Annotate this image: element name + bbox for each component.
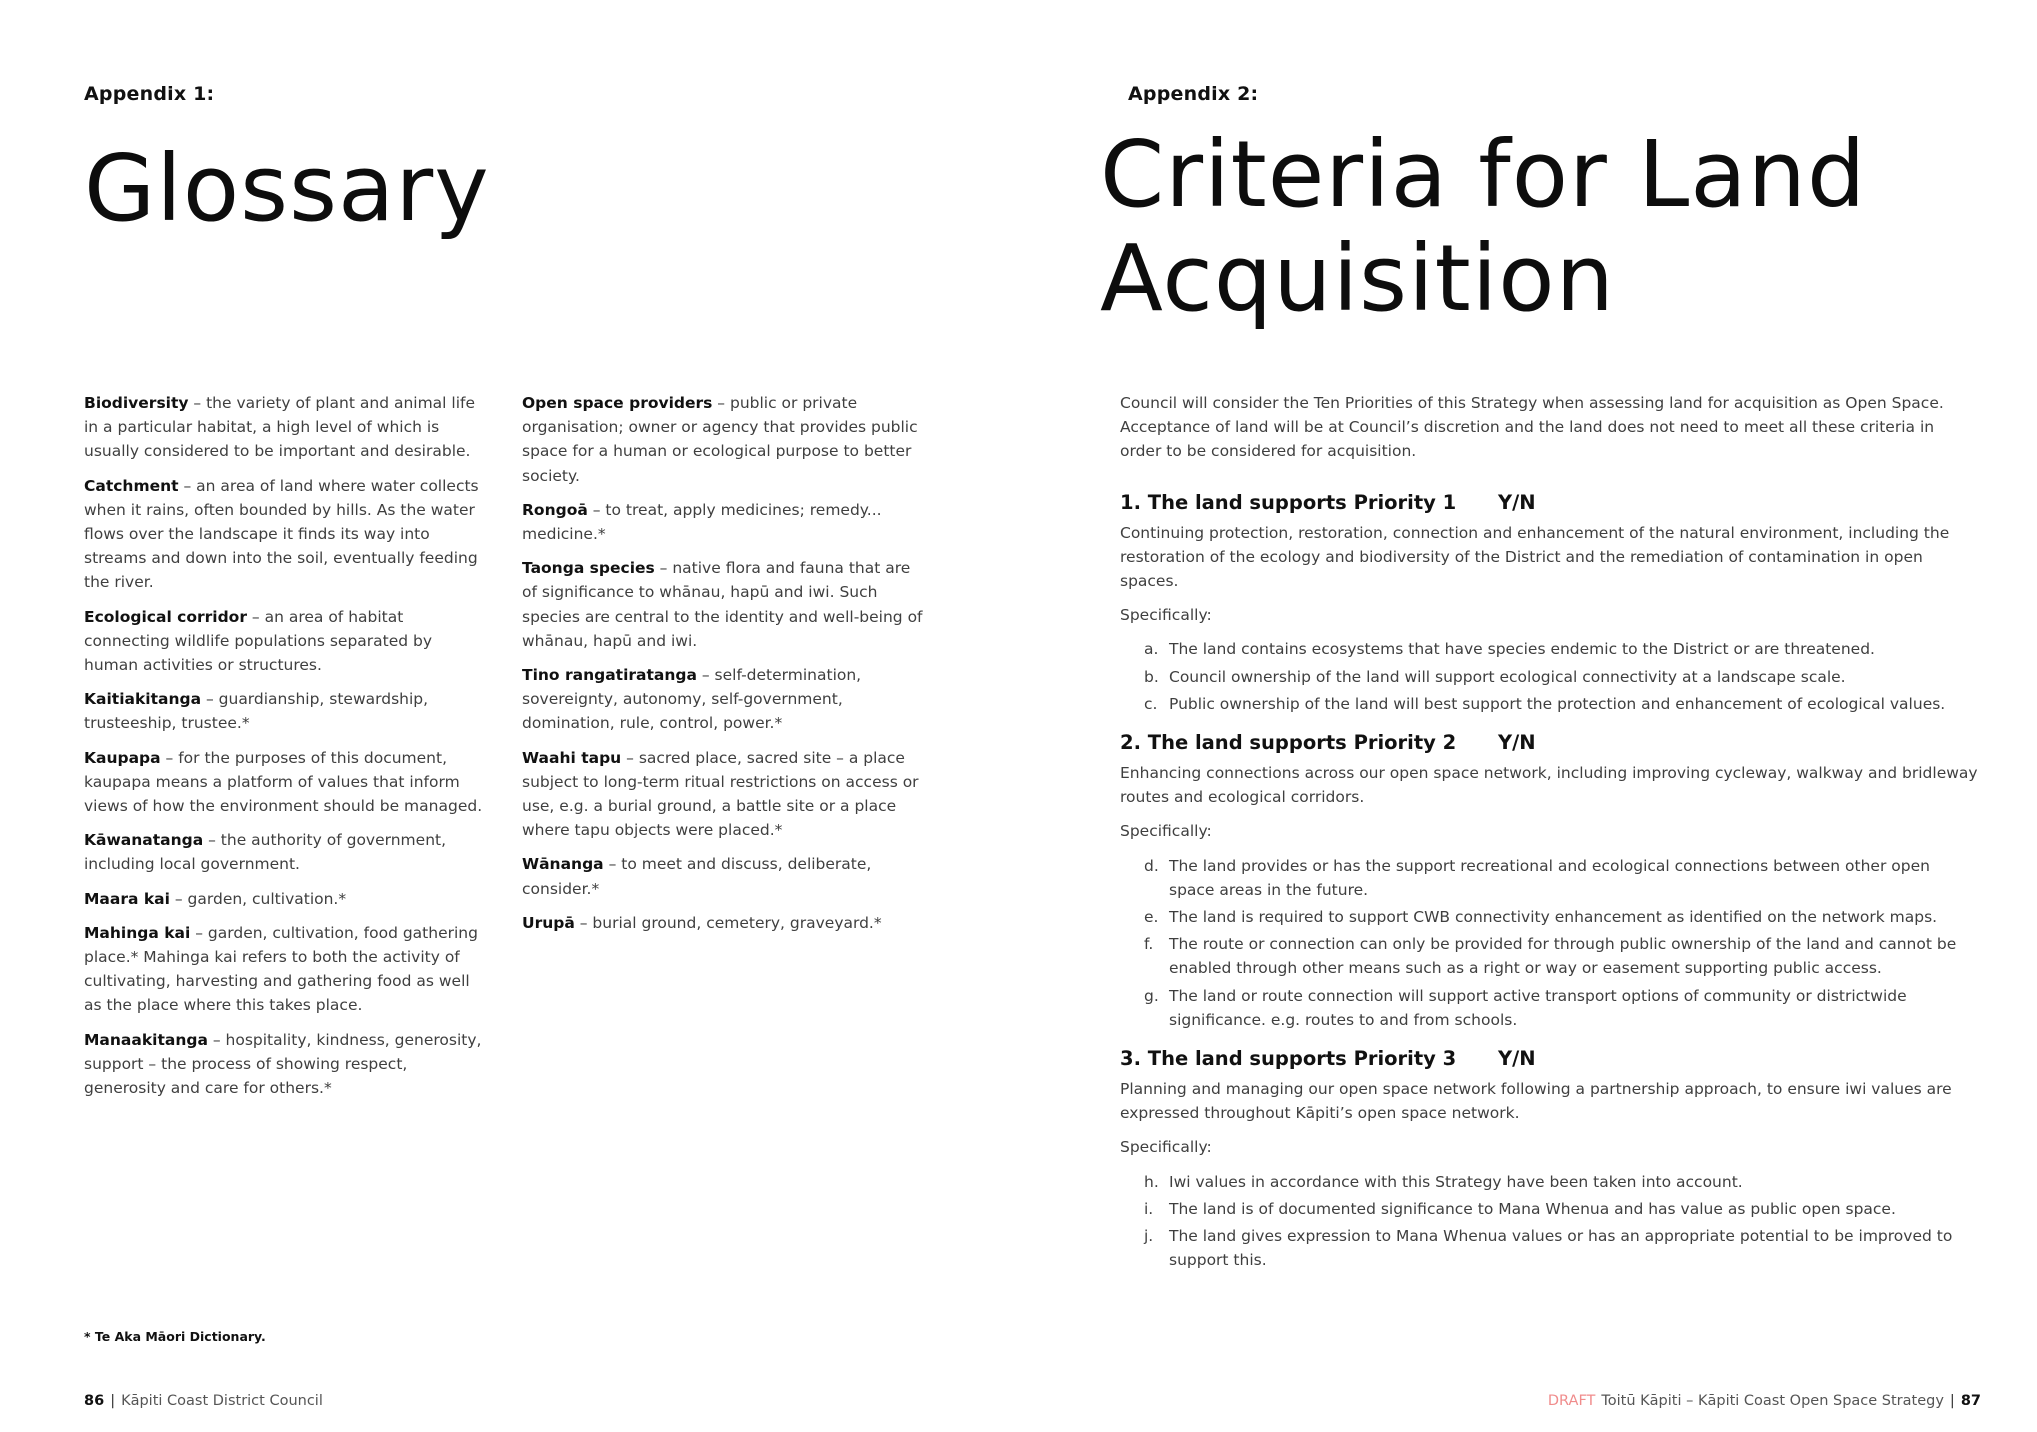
glossary-definition: – hospitality, kindness, generosity, support – the process of showing respect, generosity and care for others.* (84, 1030, 482, 1098)
glossary-column-2 (522, 391, 927, 945)
glossary-entry (522, 663, 927, 736)
priority-heading (1120, 490, 1980, 516)
page-title: Glossary (84, 135, 490, 242)
glossary-term: Catchment (84, 476, 179, 495)
glossary-definition: – self-determination, sovereignty, autonomy, self-government, domination, rule, control, power.* (522, 666, 862, 733)
glossary-entry (84, 828, 489, 876)
criteria-letter: e. (1144, 908, 1159, 927)
folio-text: Kāpiti Coast District Council (121, 1393, 323, 1409)
glossary-definition: – public or private organisation; owner or agency that provides public space for a human or ecological purpose to better society. (522, 394, 918, 485)
priority-title: 3. The land supports Priority 3 (1120, 1047, 1457, 1071)
glossary-entry (522, 391, 927, 488)
criteria-list (1120, 1170, 1980, 1273)
glossary-column-1 (84, 391, 489, 1110)
page-number: 86 (84, 1393, 105, 1409)
glossary-term: Urupā (522, 913, 575, 932)
glossary-entry (84, 687, 489, 735)
glossary-term: Kaupapa (84, 748, 161, 767)
priority-description: Enhancing connections across our open space network, including improving cycleway, walkway and bridleway routes and ecological corridors. (1120, 764, 1978, 807)
criteria-item (1120, 692, 1980, 716)
criteria-content (1120, 391, 1980, 1286)
criteria-item (1120, 932, 1980, 980)
glossary-term: Open space providers (522, 394, 713, 412)
draft-label: DRAFT (1547, 1393, 1596, 1409)
criteria-text: Public ownership of the land will best support the protection and enhancement of ecological values. (1169, 694, 1946, 713)
glossary-term: Biodiversity (84, 394, 189, 412)
criteria-item (1120, 1197, 1980, 1221)
criteria-letter: a. (1144, 640, 1159, 659)
criteria-text: The land or route connection will support active transport options of community or districtwide significance. e.g. routes to and from schools. (1169, 986, 1907, 1029)
criteria-list (1120, 637, 1980, 716)
specifically-label: Specifically: (1120, 606, 1212, 625)
title-line-2: Acquisition (1100, 225, 1615, 332)
page-title (1100, 123, 1866, 331)
glossary-term: Maara kai (84, 889, 170, 908)
right-page (1018, 0, 2037, 1432)
criteria-text: The land is of documented significance to Mana Whenua and has value as public open space. (1169, 1199, 1896, 1218)
page-folio (1548, 1393, 1981, 1409)
glossary-entry (84, 746, 489, 819)
glossary-definition: – an area of habitat connecting wildlife populations separated by human activities or structures. (84, 607, 433, 675)
glossary-term: Tino rangatiratanga (522, 666, 697, 685)
criteria-text: The land is required to support CWB connectivity enhancement as identified on the network maps. (1169, 908, 1938, 927)
criteria-text: The land contains ecosystems that have species endemic to the District or are threatened. (1169, 640, 1875, 659)
criteria-text: Council ownership of the land will support ecological connectivity at a landscape scale. (1169, 667, 1846, 686)
glossary-definition: – garden, cultivation.* (169, 889, 347, 908)
glossary-definition: – burial ground, cemetery, graveyard.* (574, 913, 882, 932)
glossary-entry (84, 605, 489, 678)
criteria-item (1120, 665, 1980, 689)
criteria-letter: i. (1144, 1199, 1154, 1218)
criteria-item (1120, 984, 1980, 1032)
criteria-text: Iwi values in accordance with this Strategy have been taken into account. (1169, 1172, 1743, 1191)
intro-paragraph: Council will consider the Ten Priorities of this Strategy when assessing land for acquisition as Open Space. Acceptance of land will be at Council’s discretion and the land does not need to meet all these criteria in order to be considered for acquisition. (1120, 394, 1944, 461)
folio-separator: | (110, 1393, 116, 1409)
glossary-definition: – sacred place, sacred site – a place subject to long-term ritual restrictions on access or use, e.g. a burial ground, a battle site or a place where tapu objects were placed.* (522, 748, 919, 840)
page-folio (84, 1393, 323, 1409)
yes-no-label: Y/N (1498, 731, 1536, 755)
criteria-letter: j. (1144, 1227, 1154, 1246)
criteria-item (1120, 854, 1980, 902)
glossary-definition: – garden, cultivation, food gathering place.* Mahinga kai refers to both the activity of cultivating, harvesting and gathering food as well as the place where this takes place. (84, 923, 478, 1015)
glossary-entry (84, 921, 489, 1018)
priority-heading (1120, 730, 1980, 756)
glossary-term: Kaitiakitanga (84, 690, 202, 709)
appendix-label: Appendix 1: (84, 83, 215, 105)
criteria-letter: b. (1144, 667, 1159, 686)
criteria-item (1120, 637, 1980, 661)
glossary-entry (522, 852, 927, 900)
criteria-letter: f. (1144, 935, 1154, 954)
priority-title: 2. The land supports Priority 2 (1120, 731, 1457, 755)
priorities-list (1120, 490, 1980, 1273)
priority-heading (1120, 1046, 1980, 1072)
specifically-label: Specifically: (1120, 1138, 1212, 1157)
glossary-definition: – to treat, apply medicines; remedy... medicine.* (522, 500, 882, 544)
glossary-term: Manaakitanga (84, 1030, 208, 1049)
glossary-term: Ecological corridor (84, 607, 247, 626)
glossary-term: Rongoā (522, 500, 588, 519)
criteria-text: The route or connection can only be provided for through public ownership of the land and cannot be enabled through other means such as a right or way or easement supporting public access. (1169, 935, 1957, 978)
glossary-term: Wānanga (522, 855, 604, 874)
glossary-term: Waahi tapu (522, 748, 622, 767)
criteria-letter: c. (1144, 694, 1158, 713)
glossary-entry (522, 746, 927, 843)
glossary-definition: – the variety of plant and animal life in a particular habitat, a high level of which is usually considered to be important and desirable. (84, 394, 476, 461)
glossary-definition: – to meet and discuss, deliberate, consider.* (522, 855, 872, 898)
folio-text: Toitū Kāpiti – Kāpiti Coast Open Space Strategy (1601, 1393, 1944, 1409)
criteria-item (1120, 1170, 1980, 1194)
glossary-term: Kāwanatanga (84, 831, 204, 850)
criteria-text: The land provides or has the support recreational and ecological connections between other open space areas in the future. (1169, 856, 1930, 899)
page-number: 87 (1960, 1393, 1981, 1409)
specifically-label: Specifically: (1120, 822, 1212, 841)
glossary-entry (84, 391, 489, 464)
priority-description: Continuing protection, restoration, connection and enhancement of the natural environment, including the restoration of the ecology and biodiversity of the District and the remediation of contamination in open spaces. (1120, 523, 1950, 591)
priority-title: 1. The land supports Priority 1 (1120, 490, 1457, 514)
glossary-term: Taonga species (522, 559, 655, 578)
priority-description: Planning and managing our open space network following a partnership approach, to ensure iwi values are expressed throughout Kāpiti’s open space network. (1120, 1080, 1952, 1123)
glossary-definition: – guardianship, stewardship, trusteeship, trustee.* (84, 690, 429, 733)
glossary-entry (522, 498, 927, 546)
glossary-entry (522, 556, 927, 653)
left-page (0, 0, 1018, 1432)
yes-no-label: Y/N (1498, 1047, 1536, 1071)
glossary-entry (84, 474, 489, 595)
glossary-definition: – an area of land where water collects when it rains, often bounded by hills. As the water flows over the landscape it finds its way into streams and down into the soil, eventually feeding the river. (84, 476, 479, 592)
glossary-term: Mahinga kai (84, 923, 191, 942)
criteria-text: The land gives expression to Mana Whenua values or has an appropriate potential to be improved to support this. (1169, 1227, 1953, 1270)
criteria-item (1120, 1224, 1980, 1272)
glossary-entry (522, 911, 927, 935)
criteria-list (1120, 854, 1980, 1032)
glossary-entry (84, 887, 489, 911)
title-line-1: Criteria for Land (1100, 121, 1867, 228)
criteria-letter: h. (1144, 1172, 1159, 1191)
glossary-entry (84, 1028, 489, 1101)
criteria-item (1120, 905, 1980, 929)
appendix-label: Appendix 2: (1128, 83, 1259, 105)
glossary-definition: – for the purposes of this document, kaupapa means a platform of values that inform views of how the environment should be managed. (84, 748, 483, 816)
glossary-definition: – the authority of government, including local government. (84, 831, 447, 874)
criteria-letter: d. (1144, 856, 1159, 875)
yes-no-label: Y/N (1498, 490, 1536, 514)
folio-separator: | (1949, 1393, 1955, 1409)
glossary-definition: – native flora and fauna that are of significance to whānau, hapū and iwi. Such species are central to the identity and well-being of whānau, hapū and iwi. (522, 559, 923, 650)
criteria-letter: g. (1144, 986, 1159, 1005)
footnote: * Te Aka Māori Dictionary. (84, 1329, 266, 1344)
